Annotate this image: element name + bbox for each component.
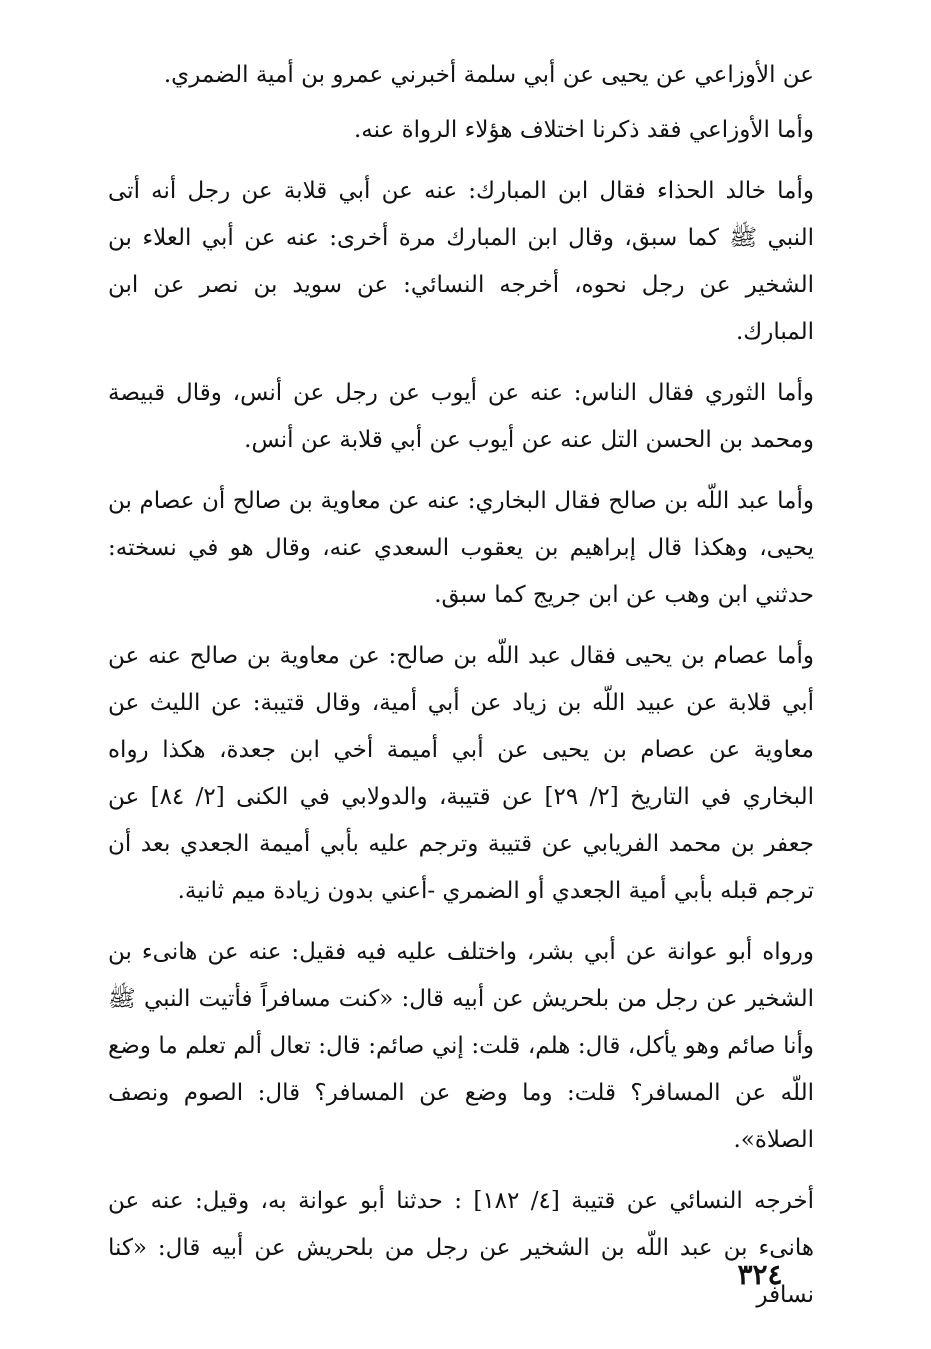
page-number: ٣٢٤ [737,1258,783,1291]
paragraph-2: وأما الأوزاعي فقد ذكرنا اختلاف هؤلاء الرواة عنه. [354,117,814,143]
paragraph-1: عن الأوزاعي عن يحيى عن أبي سلمة أخبرني عمرو بن أمية الضمري. [163,62,814,88]
paragraph-7: ورواه أبو عوانة عن أبي بشر، واختلف عليه فيه فقيل: عنه عن هانىء بن الشخير عن رجل من بلحريش عن أبيه قال: «كنت مسافراً فأتيت النبي ﷺ وأنا صائم وهو يأكل، قال: هلم، قلت: إني صائم: قال: تعال ألم تعلم ما وضع اللّه عن المسافر؟ قلت: وما وضع عن المسافر؟ قال: الصوم ونصف الصلاة». [108,939,814,1153]
paragraph-8: أخرجه النسائي عن قتيبة [٤/ ١٨٢] : حدثنا أبو عوانة به، وقيل: عنه عن هانىء بن عبد اللّه بن الشخير عن رجل من بلحريش عن أبيه قال: «كنا نسافر [108,1188,814,1308]
paragraph-4: وأما الثوري فقال الناس: عنه عن أيوب عن رجل عن أنس، وقال قبيصة ومحمد بن الحسن التل عنه عن أيوب عن أبي قلابة عن أنس. [108,380,814,453]
paragraph-5: وأما عبد اللّه بن صالح فقال البخاري: عنه عن معاوية بن صالح أن عصام بن يحيى، وهكذا قال إبراهيم بن يعقوب السعدي عنه، وقال هو في نسخته: حدثني ابن وهب عن ابن جريج كما سبق. [108,488,814,608]
page-body [108,52,814,1333]
paragraph-3: وأما خالد الحذاء فقال ابن المبارك: عنه عن أبي قلابة عن رجل أنه أتى النبي ﷺ كما سبق، وقال ابن المبارك مرة أخرى: عنه عن أبي العلاء بن الشخير عن رجل نحوه، أخرجه النسائي: عن سويد بن نصر عن ابن المبارك. [108,178,814,345]
paragraph-6: وأما عصام بن يحيى فقال عبد اللّه بن صالح: عن معاوية بن صالح عنه عن أبي قلابة عن عبيد اللّه بن زياد عن أبي أمية، وقال قتيبة: عن الليث عن معاوية عن عصام بن يحيى عن أبي أميمة أخي ابن جعدة، هكذا رواه البخاري في التاريخ [٢/ ٢٩] عن قتيبة، والدولابي في الكنى [٢/ ٨٤] عن جعفر بن محمد الفريابي عن قتيبة وترجم عليه بأبي أميمة الجعدي بعد أن ترجم قبله بأبي أمية الجعدي أو الضمري -أعني بدون زيادة ميم ثانية. [108,643,814,904]
